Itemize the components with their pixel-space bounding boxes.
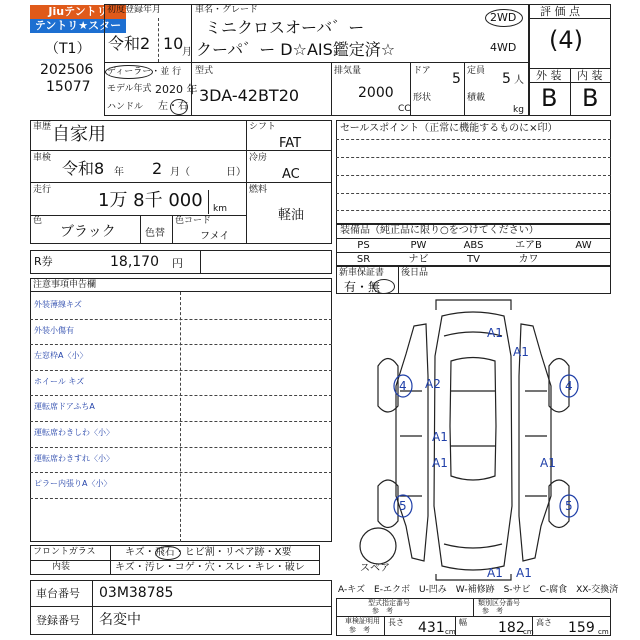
- model-ref-label: 型式指定番号: [368, 599, 410, 607]
- score-label: 評 価 点: [540, 5, 580, 18]
- inspection-label: 車検: [33, 153, 52, 163]
- note-item: ホイール キズ: [34, 376, 85, 386]
- note-item: 外装小傷有: [34, 325, 74, 335]
- note-divider: [30, 498, 332, 499]
- note-item: 左窓枠A〈小〉: [34, 351, 88, 361]
- capacity-label: 定員: [467, 66, 486, 76]
- note-divider: [30, 472, 332, 473]
- inspection-day-unit: 日）: [226, 167, 246, 178]
- warranty-value: 有・無: [344, 280, 381, 294]
- shift-label: シフト: [249, 122, 277, 132]
- glass-value: キズ・飛石・ヒビ割・リペア跡・X要: [125, 547, 292, 558]
- inspection-month: 2: [152, 159, 163, 178]
- color-change-label: 色替: [145, 228, 165, 239]
- spare-label: スペア: [360, 563, 390, 574]
- mileage-value: 1万 8千 000: [98, 190, 203, 211]
- length-value: 431: [418, 620, 445, 636]
- displacement-value: 2000: [358, 85, 394, 101]
- model-ref-sub: 参 考: [372, 607, 393, 615]
- code-t: （T1）: [45, 41, 91, 57]
- equipment-item: PS: [357, 240, 370, 251]
- load-unit: kg: [513, 105, 524, 115]
- shift-value: FAT: [279, 136, 302, 151]
- first-reg-label: 初度登録年月: [107, 5, 162, 15]
- damage-mark: A1: [487, 566, 503, 580]
- logo-top: Jiuテントリ: [30, 5, 126, 19]
- equipment-item: ナビ: [408, 254, 429, 265]
- equipment-title: 装備品（純正品に限り○をつけてください）: [340, 225, 539, 236]
- model-label: 型式: [195, 66, 214, 76]
- notes-title: 注意事項申告欄: [33, 280, 97, 290]
- note-divider: [30, 344, 332, 345]
- note-divider: [30, 370, 332, 371]
- recycle-label: R券: [34, 255, 53, 268]
- damage-mark: A1: [516, 566, 532, 580]
- fuel-label: 燃料: [249, 185, 268, 195]
- inspection-year-unit: 年: [114, 167, 124, 178]
- width-unit: cm: [523, 628, 534, 636]
- handle-label: ハンドル: [107, 102, 144, 112]
- note-item: 運転席わきしわ〈小〉: [34, 428, 114, 437]
- regno-label: 登録番号: [36, 614, 80, 627]
- damage-mark: A2: [425, 377, 441, 391]
- model-value: 3DA-42BT20: [199, 86, 300, 105]
- capacity-unit: 人: [514, 75, 524, 86]
- car-name-line2: クーパ゛ー D☆AIS鑑定済☆: [196, 40, 396, 59]
- glass-label: フロントガラス: [33, 547, 96, 557]
- recycle-value: 18,170: [110, 254, 159, 270]
- equipment-item: エアB: [515, 240, 542, 251]
- equipment-item: カワ: [518, 254, 539, 265]
- length-label: 長さ: [388, 618, 404, 627]
- later-items-title: 後日品: [401, 268, 429, 278]
- logo-bottom: テントリ★スター: [30, 19, 126, 33]
- handle-value: 左・右: [158, 101, 188, 112]
- height-unit: cm: [598, 628, 609, 636]
- length-unit: cm: [445, 628, 456, 636]
- height-value: 159: [568, 620, 595, 636]
- warranty-title: 新車保証書: [339, 268, 385, 278]
- sales-frame: [336, 120, 611, 224]
- usage-value: 自家用: [52, 124, 106, 145]
- equipment-item: AW: [575, 240, 592, 251]
- note-item: ピラー内張りA〈小〉: [34, 479, 112, 489]
- ac-label: 冷房: [249, 153, 268, 163]
- damage-mark: A1: [432, 456, 448, 470]
- fuel-value: 軽油: [278, 208, 305, 223]
- lot-number-1: 202506: [40, 62, 94, 78]
- car-name-label: 車名・グレード: [195, 5, 259, 15]
- note-divider: [30, 395, 332, 396]
- inspection-era: 令和8: [62, 159, 105, 178]
- car-name-line1: ミニクロスオーバ゛ー: [205, 18, 365, 37]
- load-label: 積載: [467, 93, 486, 103]
- class-sub: 参 考: [482, 607, 503, 615]
- drive-2wd: 2WD: [490, 11, 517, 24]
- note-divider: [30, 319, 332, 320]
- width-value: 182: [498, 620, 525, 636]
- interior-grade: B: [582, 84, 599, 112]
- drive-4wd: 4WD: [490, 41, 517, 54]
- lot-number-2: 15077: [46, 79, 91, 95]
- inspection-month-unit: 月（: [170, 167, 190, 178]
- width-label: 幅: [459, 618, 467, 627]
- ac-value: AC: [282, 167, 300, 182]
- damage-legend: A-キズ E-エクボ U-凹み W-補修跡 S-サビ C-腐食 XX-交換済: [338, 585, 619, 595]
- note-item: 運転席ドアふちA: [34, 402, 95, 412]
- cert-label: 車検証明用: [345, 617, 380, 625]
- damage-mark: 4: [565, 379, 573, 393]
- chassis-value: 03M38785: [99, 585, 174, 601]
- note-item: 運転席わきすれ〈小〉: [34, 453, 114, 463]
- interior-note-label: 内装: [52, 562, 71, 572]
- shape-label: 形状: [413, 93, 432, 103]
- interior-label: 内 装: [577, 69, 603, 82]
- note-divider: [30, 421, 332, 422]
- damage-mark: 4: [399, 379, 407, 393]
- doors-label: ドア: [413, 66, 431, 76]
- regno-value: 名変中: [99, 612, 141, 628]
- chassis-label: 車台番号: [36, 587, 80, 600]
- damage-mark: 5: [399, 499, 407, 513]
- damage-mark: A1: [513, 345, 529, 359]
- color-code-label: 色コード: [175, 216, 212, 226]
- capacity-value: 5: [502, 71, 511, 87]
- exterior-label: 外 装: [536, 69, 562, 82]
- equipment-item: TV: [467, 254, 480, 265]
- height-label: 高さ: [536, 618, 552, 627]
- color-value: ブラック: [60, 224, 116, 240]
- model-year-label: モデル年式: [107, 84, 152, 94]
- color-code-value: フメイ: [200, 231, 230, 242]
- displacement-unit: CC: [398, 104, 411, 114]
- first-reg-month: 10: [163, 34, 184, 53]
- first-reg-month-unit: 月: [182, 47, 192, 58]
- displacement-label: 排気量: [334, 66, 362, 76]
- first-reg-era: 令和2: [108, 34, 151, 53]
- exterior-grade: B: [541, 84, 558, 112]
- color-label: 色: [33, 216, 43, 226]
- equipment-item: SR: [356, 254, 371, 265]
- model-year: 2020 年: [155, 83, 198, 96]
- equipment-item: ABS: [463, 240, 484, 251]
- mileage-label: 走行: [33, 185, 52, 195]
- mileage-unit: km: [213, 204, 227, 214]
- damage-mark: A1: [540, 456, 556, 470]
- damage-mark: A1: [487, 326, 503, 340]
- equipment-item: PW: [410, 240, 427, 251]
- score-value: (4): [549, 26, 583, 54]
- recycle-unit: 円: [172, 257, 183, 270]
- dealer-label: ディーラー・並 行: [107, 67, 182, 77]
- usage-label: 車歴: [33, 122, 52, 132]
- interior-note-value: キズ・汚レ・コゲ・穴・スレ・キレ・破レ: [115, 562, 305, 573]
- damage-mark: 5: [565, 499, 573, 513]
- sales-title: セールスポイント（正常に機能するものに×印）: [340, 123, 558, 134]
- note-divider: [30, 447, 332, 448]
- note-item: 外装薄線キズ: [34, 300, 82, 309]
- damage-mark: A1: [432, 430, 448, 444]
- car-diagram: [336, 296, 611, 582]
- cert-sub: 参 考: [349, 626, 370, 634]
- doors-value: 5: [452, 71, 461, 87]
- class-label: 類別区分番号: [478, 599, 520, 607]
